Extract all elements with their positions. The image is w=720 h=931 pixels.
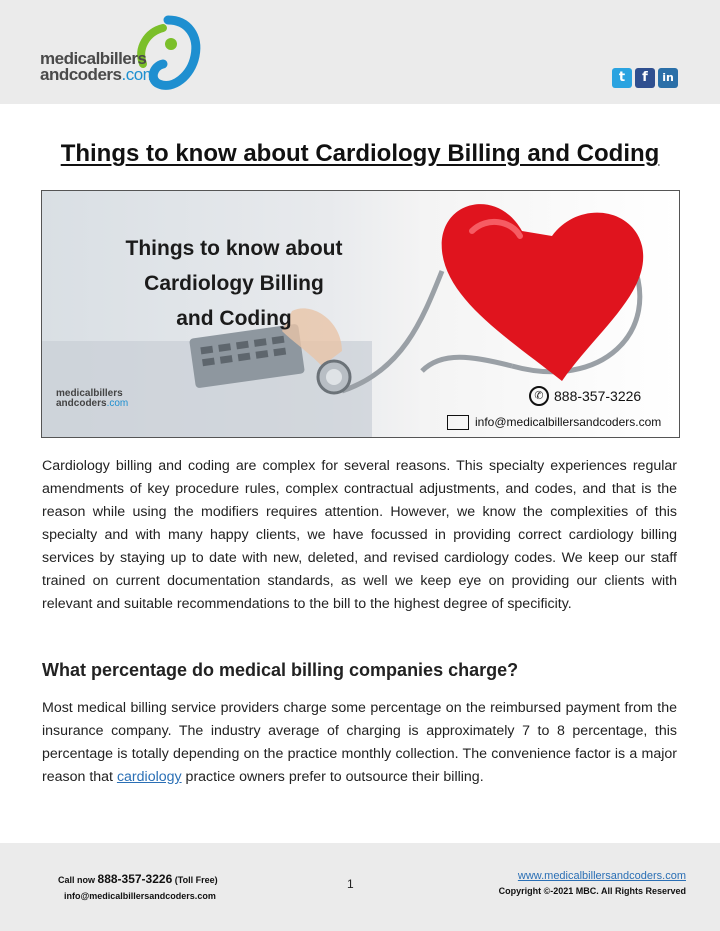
- charge-paragraph: [42, 697, 677, 789]
- charge-text-before: Most medical billing service providers charge some percentage on the reimbursed payment from the insurance company. The industry average of charging is approximately 7 to 8 percentage, this percentage is totally depending on the practice monthly collection. The convenience factor is a major reason that: [42, 700, 677, 785]
- call-prefix: Call now: [58, 875, 98, 885]
- company-logo[interactable]: [40, 14, 205, 92]
- linkedin-icon[interactable]: in: [658, 68, 678, 88]
- copyright-text: Copyright ©-2021 MBC. All Rights Reserved: [498, 886, 686, 896]
- cardiology-link[interactable]: cardiology: [116, 769, 182, 785]
- footer-email[interactable]: info@medicalbillersandcoders.com: [64, 891, 216, 901]
- hero-heading: Things to know about Cardiology Billing and Coding: [125, 237, 343, 330]
- page-number: 1: [347, 877, 354, 891]
- footer-site: [499, 869, 686, 899]
- website-link[interactable]: www.medicalbillersandcoders.com: [517, 870, 686, 882]
- intro-paragraph: Cardiology billing and coding are complex for several reasons. This specialty experiences regular amendments of key procedure rules, complex contractual adjustments, and codes, and that is the reason while using the modifiers requires attention. However, we know the complexities of this specialty and with many happy clients, we have focussed in providing correct cardiology billing services by staying up to date with new, deleted, and revised cardiology codes. We keep our staff trained on current documentation standards, as well we keep eye on providing our clients with relevant and suitable recommendations to the bill to the highest degree of specificity.: [42, 458, 677, 612]
- call-suffix: (Toll Free): [172, 875, 218, 885]
- hero-phone: 888-357-3226: [554, 388, 642, 404]
- phone-icon: ✆: [529, 386, 549, 406]
- hero-email: info@medicalbillersandcoders.com: [475, 415, 662, 429]
- page-header: [0, 0, 720, 104]
- mail-icon: [447, 415, 469, 430]
- hero-logo: medicalbillers andcoders.com: [56, 388, 129, 409]
- footer-contact: [58, 871, 218, 904]
- page-title: Things to know about Cardiology Billing and Coding: [60, 140, 660, 167]
- hero-banner: [41, 190, 680, 438]
- charge-text-after: practice owners prefer to outsource their billing.: [181, 769, 484, 785]
- twitter-icon[interactable]: t: [612, 68, 632, 88]
- facebook-icon[interactable]: f: [635, 68, 655, 88]
- page-footer: [0, 843, 720, 931]
- social-links: [612, 68, 678, 88]
- footer-phone[interactable]: 888-357-3226: [97, 872, 173, 886]
- section-heading: What percentage do medical billing companies charge?: [42, 660, 519, 680]
- logo-text: medicalbillers andcoders.com: [40, 49, 157, 84]
